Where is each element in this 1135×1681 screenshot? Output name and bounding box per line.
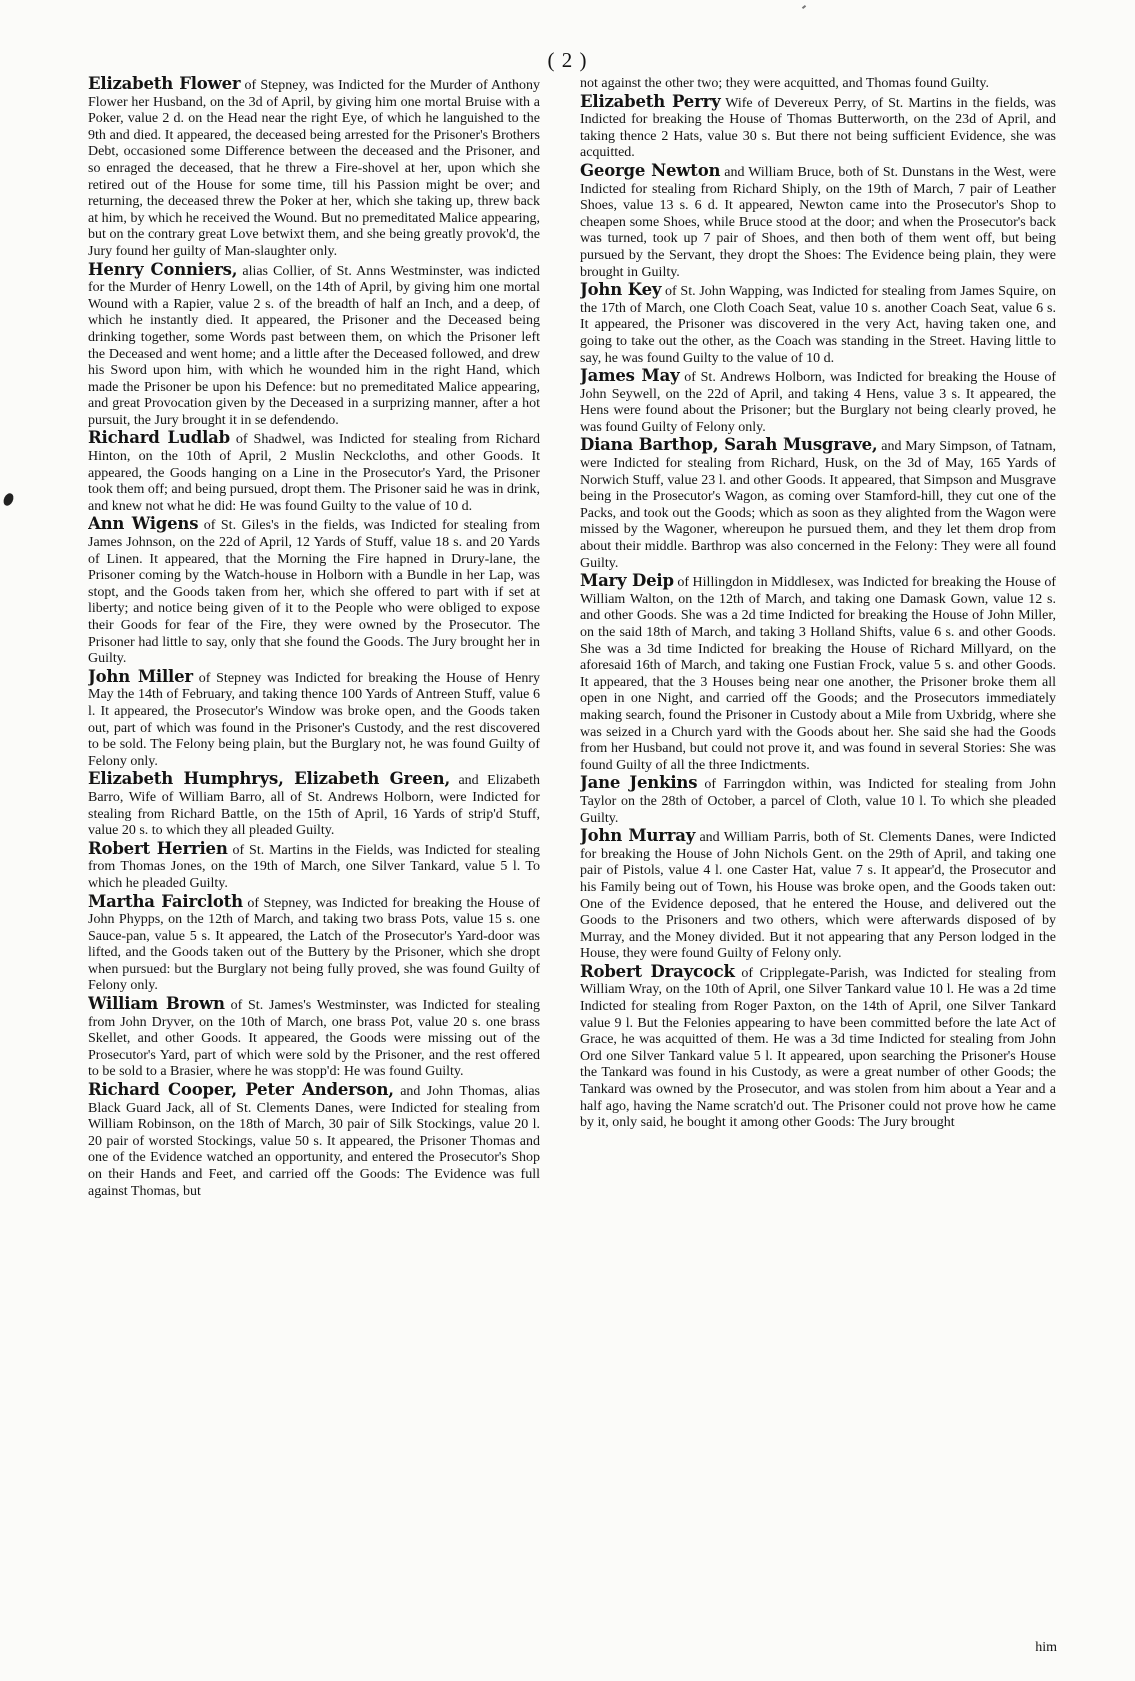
entry-text: and Mary Simpson, of Tatnam, were Indicted for stealing from Richard, Husk, on the 3d of May, 165 Yards of Norwich Stuff, value 23 l. and other Goods. It appeared, that Simpson and Musgrave being in the Prosecutor's Wagon, as coming over Stamford-hill, they cut one of the Packs, and took out the Goods; which as soon as they alighted from the Wagon were missed by the Wagoner, whereupon he pursued them, and they let them drop from about their middle. Barthrop was also concerned in the Felony: They were all found Guilty.: [580, 439, 1056, 571]
defendant-name: William Brown: [88, 994, 225, 1014]
page-number: ( 2 ): [547, 48, 588, 72]
defendant-name: John Murray: [580, 826, 696, 846]
ink-speck: [802, 5, 806, 9]
trial-entry: [88, 838, 540, 893]
trial-entry: [88, 76, 540, 261]
defendant-name: Elizabeth Perry: [580, 91, 721, 111]
trial-entry: [580, 775, 1056, 827]
trial-entry: [580, 282, 1056, 367]
trial-entry: [88, 771, 540, 839]
entry-text: of Stepney, was Indicted for breaking the House of John Phypps, on the 12th of March, and taking two brass Pots, value 15 s. one Sauce-pan, value 5 s. It appeared, the Latch of the Prosecutor's Yard-door was lifted, and the Goods taken out of the Buttery by the Prisoner, which she dropt when pursued: but the Burglary not being fully proved, she was found Guilty of Felony only.: [88, 895, 540, 994]
defendant-name: Elizabeth Humphrys, Elizabeth Green,: [88, 769, 450, 789]
entry-text: and Elizabeth Barro, Wife of William Barro, all of St. Andrews Holborn, were Indicted for stealing from Richard Battle, on the 15th of April, 16 Yards of strip'd Stuff, value 20 s. to which they all pleaded Guilty.: [88, 773, 540, 839]
defendant-name: Mary Deip: [580, 571, 674, 591]
trial-entry: [88, 259, 540, 430]
entry-text: of St. John Wapping, was Indicted for stealing from James Squire, on the 17th of March, one Cloth Coach Seat, value 10 s. another Coach Seat, value 6 s. It appeared, the Prisoner was discovered in the very Act, having taken one, and going to take out the other, as the Coach was standing in the Street. Having little to say, he was found Guilty to the value of 10 d.: [580, 284, 1056, 366]
defendant-name: Richard Cooper, Peter Anderson,: [88, 1080, 394, 1100]
defendant-name: Robert Herrien: [88, 838, 228, 858]
entry-text: of St. Giles's in the fields, was Indicted for stealing from James Johnson, on the 22d of April, 12 Yards of Stuff, value 18 s. and 20 Yards of Linen. It appeared, that the Morning the Fire hapned in Drury-lane, the Prisoner coming by the Watch-house in Holborn with a Bundle in her Lap, was stopt, and the Goods taken from her, which she offered to part with if set at liberty; and notice being given of it to the People who were obliged to expose their Goods for fear of the Fire, they were owned by the Prosecutor. The Prisoner had little to say, only that she found the Goods. The Jury brought her in Guilty.: [88, 518, 540, 667]
entry-text: of St. Martins in the Fields, was Indicted for stealing from Thomas Jones, on the 19th of March, one Silver Tankard, value 5 l. To which he pleaded Guilty.: [88, 842, 540, 891]
defendant-name: Ann Wigens: [88, 514, 199, 534]
defendant-name: Richard Ludlab: [88, 428, 230, 448]
continued-text: not against the other two; they were acquitted, and Thomas found Guilty.: [580, 76, 990, 91]
trial-entry: [88, 666, 540, 771]
trial-entry: [580, 573, 1056, 774]
trial-entry: [88, 891, 540, 996]
trial-entry: [580, 828, 1056, 963]
entry-text: Wife of Devereux Perry, of St. Martins in the fields, was Indicted for breaking the House of Thomas Butterworth, on the 23d of April, and taking thence 2 Hats, value 30 s. But there not being sufficient Evidence, she was acquitted.: [580, 95, 1056, 161]
trial-entry: [88, 1082, 540, 1200]
entry-text: of Cripplegate-Parish, was Indicted for stealing from William Wray, on the 10th of April, one Silver Tankard value 10 l. He was a 2d time Indicted for stealing from Roger Paxton, on the 14th of April, one Silver Tankard value 9 l. But the Felonies appearing to have been committed before the late Act of Grace, he was acquitted of them. He was a 3d time Indicted for stealing from John Ord one Silver Tankard value 5 l. It appeared, upon searching the Prisoner's House the Tankard was found in his Custody, as were a great number of other Goods; the Tankard was owned by the Prosecutor, and was stolen from him about a Year and a half ago, having the Name scratch'd out. The Prisoner could not prove how he came by it, only said, he bought it among other Goods: The Jury brought: [580, 965, 1056, 1131]
entry-text: of Farringdon within, was Indicted for stealing from John Taylor on the 28th of October, a parcel of Cloth, value 10 l. To which she pleaded Guilty.: [580, 777, 1056, 826]
trial-entry: [580, 368, 1056, 436]
entry-text: and John Thomas, alias Black Guard Jack, all of St. Clements Danes, were Indicted for stealing from William Robinson, on the 18th of March, 30 pair of Silk Stockings, value 20 l. 20 pair of worsted Stockings, value 50 s. It appeared, the Prisoner Thomas and one of the Evidence watched an opportunity, and entered the Prosecutor's Shop on their Hands and Feet, and carried off the Goods: The Evidence was full against Thomas, but: [88, 1084, 540, 1199]
entry-text: of Shadwel, was Indicted for stealing from Richard Hinton, on the 10th of April, 2 Muslin Neckcloths, and other Goods. It appeared, the Goods hanging on a Line in the Prosecutor's Yard, the Prisoner took them off; and being pursued, dropt them. The Prisoner said he was in drink, and knew not what he did: He was found Guilty to the value of 10 d.: [88, 432, 540, 514]
defendant-name: Henry Conniers,: [88, 259, 238, 279]
defendant-name: George Newton: [580, 160, 721, 180]
trial-entry: [580, 160, 1056, 281]
left-column: [88, 76, 540, 1636]
catchword: him: [1035, 1640, 1057, 1655]
right-column: [580, 76, 1056, 1636]
trial-entry: [580, 91, 1056, 162]
defendant-name: Jane Jenkins: [580, 773, 698, 793]
trial-entry: [88, 430, 540, 515]
entry-text: and William Parris, both of St. Clements Danes, were Indicted for breaking the House of John Nichols Gent. on the 29th of April, and taking one pair of Pistols, value 4 l. one Caster Hat, value 7 s. It appear'd, the Prosecutor and his Family being out of Town, his House was broke open, and the Goods taken out: One of the Evidence deposed, that he entered the House, and delivered out the Goods to the Prisoners and two others, which were afterwards disposed of by Murray, and the Money divided. But it not appearing that any Person lodged in the House, they were found Guilty of Felony only.: [580, 830, 1056, 962]
ink-smudge: [2, 492, 16, 508]
entry-text: of Hillingdon in Middlesex, was Indicted for breaking the House of William Walton, on the 12th of March, and taking one Damask Gown, value 12 s. and other Goods. She was a 2d time Indicted for breaking the House of John Miller, on the said 18th of March, and taking 3 Holland Shifts, value 6 s. and other Goods. She was a 3d time Indicted for breaking the House of Richard Millyard, on the aforesaid 16th of March, and taking one Fustian Frock, value 5 s. and other Goods. It appeared, that the 3 Houses being near one another, the Prisoner broke them all open in one Night, and carried off the Goods; and the Prosecutors immediately making search, found the Prisoner in Custody about a Mile from Uxbridg, where she was seized in a Church yard with the Goods about her. She said she had the Goods from her Husband, but could not prove it, and was found in several Stories: She was found Guilty of all the three Indictments.: [580, 575, 1056, 773]
trial-entry: [580, 961, 1056, 1132]
trial-entry: [88, 516, 540, 667]
entry-text: of St. Andrews Holborn, was Indicted for breaking the House of John Seywell, on the 22d of April, and taking 4 Hens, value 3 s. It appeared, the Hens were found about the Prisoner; but the Burglary not being clearly proved, he was found Guilty of Felony only.: [580, 370, 1056, 435]
defendant-name: Robert Draycock: [580, 961, 735, 981]
defendant-name: James May: [580, 366, 680, 386]
trial-entry: [88, 996, 540, 1081]
entry-text: of St. James's Westminster, was Indicted for stealing from John Dryver, on the 10th of March, one brass Pot, value 20 s. one brass Skellet, and other Goods. It appeared, the Goods were missing out of the Prosecutor's Yard, part of which were sold by the Prisoner, and the rest offered to be sold to a Brasier, where he was stopp'd: He was found Guilty.: [88, 998, 540, 1080]
trial-entry: [580, 437, 1056, 572]
entry-text: and William Bruce, both of St. Dunstans in the West, were Indicted for stealing from Richard Shiply, on the 19th of March, 7 pair of Leather Shoes, value 13 s. 6 d. It appeared, Newton came into the Prosecutor's Shop to cheapen some Shoes, while Bruce stood at the door; and when the Prosecutor's back was turned, took up 7 pair of Shoes, and then both of them went off, but being pursued by the Servant, they dropt the Shoes: The Evidence being plain, they were brought in Guilty.: [580, 164, 1056, 280]
defendant-name: Elizabeth Flower: [88, 76, 241, 93]
defendant-name: John Miller: [88, 666, 193, 686]
entry-text: of Stepney was Indicted for breaking the House of Henry May the 14th of February, and taking thence 100 Yards of Antreen Stuff, value 6 l. It appeared, the Prosecutor's Window was broke open, and the Goods taken out, part of which was found in the Prisoner's Custody, and the rest discovered to be sold. The Felony being plain, but the Burglary not, he was found Guilty of Felony only.: [88, 670, 540, 769]
entry-text: alias Collier, of St. Anns Westminster, was indicted for the Murder of Henry Lowell, on the 14th of April, by giving him one mortal Wound with a Rapier, value 2 s. of the breadth of half an Inch, and a deep, of which he instantly died. It appeared, the Prisoner and the Deceased being drinking together, some Words past between them, on which the Prisoner left the Deceased and went home; and a little after the Deceased followed, and drew his Sword upon him, with which he wounded him in the right Hand, which made the Prisoner be upon his Defence: but no premeditated Malice appearing, and great Provocation given by the Deceased in a surprizing manner, after a hot pursuit, the Jury brought it in se defendendo.: [88, 263, 540, 428]
defendant-name: Martha Faircloth: [88, 891, 243, 911]
defendant-name: John Key: [580, 280, 662, 300]
entry-text: of Stepney, was Indicted for the Murder of Anthony Flower her Husband, on the 3d of April, by giving him one mortal Bruise with a Poker, value 2 d. on the Head near the right Eye, of which he languished to the 9th and died. It appeared, the deceased being arrested for the Prisoner's Brothers Debt, occasioned some Difference between the deceased and the Prisoner, and so enraged the deceased, that he threw a Fire-shovel at her, upon which she retired out of the House for some time, till his Passion might be over; and returning, the deceased threw the Poker at her, which she taking up, threw back at him, by which he received the Wound. But no premeditated Malice appearing, but on the contrary great Love betwixt them, and she being greatly provok'd, the Jury found her guilty of Man-slaughter only.: [88, 78, 540, 259]
defendant-name: Diana Barthop, Sarah Musgrave,: [580, 435, 878, 455]
